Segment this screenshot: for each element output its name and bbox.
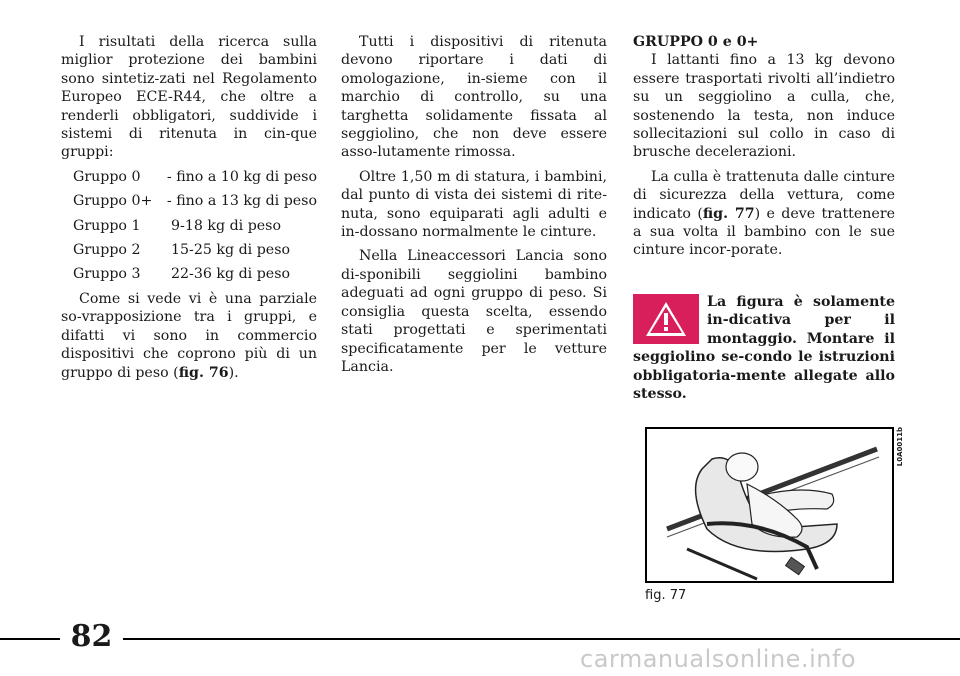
intro-paragraph: I risultati della ricerca sulla miglior protezione dei bambini sono sintetiz-zati nel Regolamento Europeo ECE-R44, che oltre a renderli obbligatori, suddivide i sistemi di ritenuta in cin-que gruppi: [61,34,317,161]
column-1 [61,33,317,382]
group-name: Gruppo 0+ [73,193,153,210]
warning-text: La figura è solamente in-dicativa per il montaggio. Montare il seggiolino se-condo le istruzioni obbligatoria-mente allegate allo stesso. [633,294,895,403]
group-row [73,241,317,259]
cradle-text: La culla è trattenuta dalle cinture di sicurezza della vettura, come indicato ( [633,168,895,222]
group-weight-range: 22-36 kg di peso [171,266,291,283]
overlap-text: Come si vede vi è una parziale so-vrapposizione tra i gruppi, e difatti vi sono in commercio dispositivi che coprono più di un gruppo di peso ( [61,290,317,381]
fig-77-reference: fig. 77 [702,205,755,222]
group-weight-range: - fino a 10 kg di peso [166,168,317,185]
group-list [61,168,317,284]
page-number: 82 [70,619,113,654]
cradle-paragraph [633,168,895,260]
group-name: Gruppo 0 [73,168,141,185]
lineaccessori-paragraph: Nella Lineaccessori Lancia sono di-sponibili seggiolini bambino adeguati ad ogni gruppo di peso. Si consiglia questa scelta, essendo stati progettati e sperimentati specificatamente per le vetture Lancia. [341,248,607,375]
column-3 [633,33,895,260]
figure-code: L0A0011b [896,427,904,467]
infant-cradle-drawing [647,429,892,581]
footer-rule-right [123,638,960,640]
group-row [73,168,317,186]
group-weight-range: 15-25 kg di peso [171,242,291,259]
homologation-paragraph: Tutti i dispositivi di ritenuta devono riportare i dati di omologazione, in-sieme con il marchio di controllo, su una targhetta solidamente fissata al seggiolino, che non deve essere asso-lutamente rimossa. [341,34,607,161]
warning-note [633,293,895,403]
section-heading: GRUPPO 0 e 0+ [633,34,759,50]
group-name: Gruppo 2 [73,242,141,259]
column-2 [341,33,607,376]
infant-paragraph: I lattanti fino a 13 kg devono essere trasportati rivolti all’indietro su un seggiolino a culla, che, sostenendo la testa, non induce sollecitazioni sul collo in caso di brusche decelerazioni. [633,52,895,161]
figure-caption: fig. 77 [645,588,687,603]
footer-rule-left [0,638,60,640]
fig-76-reference: fig. 76 [178,364,229,381]
group-weight-range: 9-18 kg di peso [171,217,282,234]
overlap-text-end: ). [228,364,239,381]
group-weight-range: - fino a 13 kg di peso [166,193,317,210]
watermark: carmanualsonline.info [580,645,857,673]
overlap-paragraph [61,290,317,382]
group-row [73,192,317,210]
warning-triangle-icon [633,294,699,344]
child-seat-illustration [645,427,894,583]
height-paragraph: Oltre 1,50 m di statura, i bambini, dal punto di vista dei sistemi di rite-nuta, sono equiparati agli adulti e in-dossano normalmente le cinture. [341,168,607,241]
group-name: Gruppo 3 [73,266,141,283]
group-row [73,265,317,283]
group-row [73,217,317,235]
group-name: Gruppo 1 [73,217,141,234]
cradle-text-end: ) e deve trattenere a sua volta il bambino con le sue cinture incor-porate. [633,205,895,259]
